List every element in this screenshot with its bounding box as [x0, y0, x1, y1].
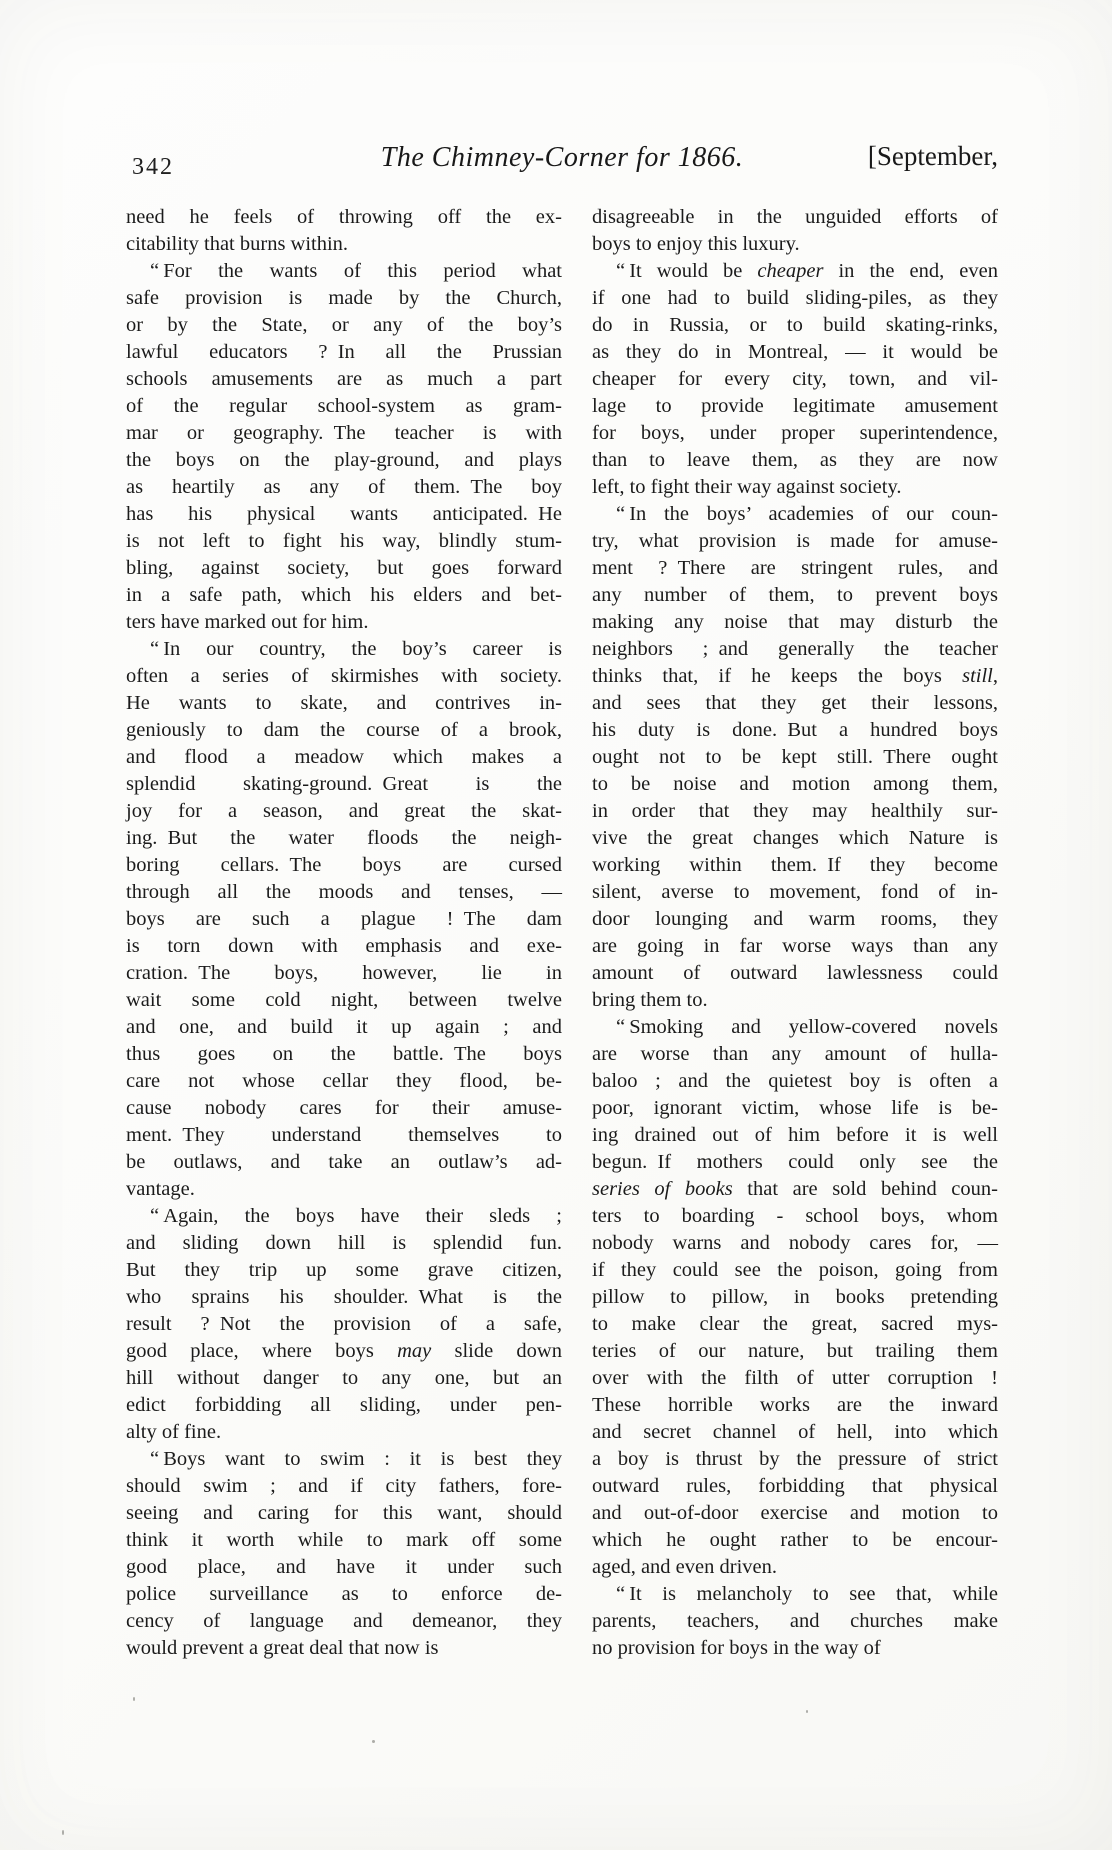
text-line: in a safe path, which his elders and bet- [126, 584, 562, 606]
issue-date: [September, [867, 141, 998, 171]
text-line: silent, averse to movement, fond of in- [592, 881, 998, 903]
text-line: thinks that, if he keeps the boys still, [592, 665, 998, 687]
paragraph [126, 1446, 562, 1662]
text-line: good place, and have it under such [126, 1556, 562, 1578]
text-line: his duty is done. But a hundred boys [592, 719, 998, 741]
text-line: for boys, under proper superintendence, [592, 422, 998, 444]
text-line: and one, and build it up again ; and [126, 1016, 562, 1038]
text-line: vive the great changes which Nature is [592, 827, 998, 849]
paragraph [592, 204, 998, 258]
text-column-right [592, 204, 998, 1662]
text-line: amount of outward lawlessness could [592, 962, 998, 984]
italic-text: may [397, 1340, 432, 1362]
text-line: alty of fine. [126, 1421, 222, 1443]
italic-text: series of books [592, 1178, 733, 1200]
paragraph [126, 204, 562, 258]
text-line: are worse than any amount of hulla- [592, 1043, 998, 1065]
paragraph [126, 1203, 562, 1446]
text-line: bling, against society, but goes forward [126, 557, 562, 579]
text-line: schools amusements are as much a part [126, 368, 562, 390]
text-line: “ In the boys’ academies of our coun- [616, 503, 998, 525]
text-line: left, to fight their way against society. [592, 476, 902, 498]
text-line: are going in far worse ways than any [592, 935, 998, 957]
text-line: “ It would be cheaper in the end, even [616, 260, 998, 282]
text-line: “ Again, the boys have their sleds ; [150, 1205, 562, 1227]
text-line: which he ought rather to be encour- [592, 1529, 998, 1551]
text-line: pillow to pillow, in books pretending [592, 1286, 998, 1308]
text-line: disagreeable in the unguided efforts of [592, 206, 998, 228]
text-line: to be noise and motion among them, [592, 773, 998, 795]
text-line: ought not to be kept still. There ought [592, 746, 998, 768]
text-line: no provision for boys in the way of [592, 1637, 881, 1659]
running-title: The Chimney-Corner for 1866. [380, 142, 744, 173]
text-line: or by the State, or any of the boy’s [126, 314, 562, 336]
text-line: parents, teachers, and churches make [592, 1610, 998, 1632]
text-line: nobody warns and nobody cares for, — [592, 1232, 998, 1254]
italic-text: cheaper [757, 260, 824, 282]
text-line: splendid skating-ground. Great is the [126, 773, 562, 795]
text-line: try, what provision is made for amuse- [592, 530, 998, 552]
text-line: “ Boys want to swim : it is best they [150, 1448, 562, 1470]
text-line: “ It is melancholy to see that, while [616, 1583, 998, 1605]
text-line: cheaper for every city, town, and vil- [592, 368, 998, 390]
text-line: baloo ; and the quietest boy is often a [592, 1070, 998, 1092]
paragraph [592, 1014, 998, 1581]
text-line: be outlaws, and take an outlaw’s ad- [126, 1151, 562, 1173]
text-line: need he feels of throwing off the ex- [126, 206, 562, 228]
paragraph [126, 636, 562, 1203]
text-line: a boy is thrust by the pressure of strict [592, 1448, 998, 1470]
text-line: lawful educators ? In all the Prussian [126, 341, 562, 363]
text-line: wait some cold night, between twelve [126, 989, 562, 1011]
text-line: through all the moods and tenses, — [126, 881, 562, 903]
text-line: “ In our country, the boy’s career is [150, 638, 562, 660]
text-line: edict forbidding all sliding, under pen- [126, 1394, 562, 1416]
text-line: cency of language and demeanor, they [126, 1610, 562, 1632]
text-line: than to leave them, as they are now [592, 449, 998, 471]
text-line: if they could see the poison, going from [592, 1259, 998, 1281]
text-line: thus goes on the battle. The boys [126, 1043, 562, 1065]
text-line: But they trip up some grave citizen, [126, 1259, 562, 1281]
text-line: “ Smoking and yellow-covered novels [616, 1016, 998, 1038]
text-line: joy for a season, and great the skat- [126, 800, 562, 822]
paragraph [592, 258, 998, 501]
text-line: vantage. [126, 1178, 195, 1200]
text-line: and flood a meadow which makes a [126, 746, 562, 768]
paragraph [126, 258, 562, 636]
text-line: over with the filth of utter corruption ! [592, 1367, 998, 1389]
text-line: is not left to fight his way, blindly stum- [126, 530, 562, 552]
text-line: as they do in Montreal, — it would be [592, 341, 998, 363]
text-line: has his physical wants anticipated. He [126, 503, 562, 525]
text-line: and out-of-door exercise and motion to [592, 1502, 998, 1524]
text-line: ment ? There are stringent rules, and [592, 557, 998, 579]
text-line: citability that burns within. [126, 233, 349, 255]
text-line: of the regular school-system as gram- [126, 395, 562, 417]
text-line: neighbors ; and generally the teacher [592, 638, 998, 660]
text-line: lage to provide legitimate amusement [592, 395, 998, 417]
text-line: result ? Not the provision of a safe, [126, 1313, 562, 1335]
text-line: poor, ignorant victim, whose life is be- [592, 1097, 998, 1119]
text-line: He wants to skate, and contrives in- [126, 692, 562, 714]
text-line: should swim ; and if city fathers, fore- [126, 1475, 562, 1497]
page-number: 342 [132, 154, 174, 180]
scan-speck [133, 1697, 135, 1701]
text-line: boys to enjoy this luxury. [592, 233, 800, 255]
scan-speck [62, 1830, 64, 1835]
text-line: “ For the wants of this period what [150, 260, 562, 282]
text-line: often a series of skirmishes with society. [126, 665, 562, 687]
page-header [126, 128, 998, 186]
text-line: and sliding down hill is splendid fun. [126, 1232, 562, 1254]
text-line: working within them. If they become [592, 854, 998, 876]
text-line: if one had to build sliding-piles, as they [592, 287, 998, 309]
text-line: ment. They understand themselves to [126, 1124, 562, 1146]
text-line: in order that they may healthily sur- [592, 800, 998, 822]
paragraph [592, 1581, 998, 1662]
text-line: and sees that they get their lessons, [592, 692, 998, 714]
text-line: ters to boarding - school boys, whom [592, 1205, 998, 1227]
text-line: These horrible works are the inward [592, 1394, 998, 1416]
text-line: ters have marked out for him. [126, 611, 369, 633]
text-line: hill without danger to any one, but an [126, 1367, 562, 1389]
text-line: any number of them, to prevent boys [592, 584, 998, 606]
text-line: is torn down with emphasis and exe- [126, 935, 562, 957]
text-column-left [126, 204, 562, 1662]
text-line: to make clear the great, sacred mys- [592, 1313, 998, 1335]
text-line: care not whose cellar they flood, be- [126, 1070, 562, 1092]
text-line: teries of our nature, but trailing them [592, 1340, 998, 1362]
text-line: ing drained out of him before it is well [592, 1124, 998, 1146]
text-line: making any noise that may disturb the [592, 611, 998, 633]
text-line: begun. If mothers could only see the [592, 1151, 998, 1173]
text-line: outward rules, forbidding that physical [592, 1475, 998, 1497]
scan-speck [372, 1740, 375, 1743]
text-line: do in Russia, or to build skating-rinks, [592, 314, 998, 336]
text-line: seeing and caring for this want, should [126, 1502, 562, 1524]
text-line: geniously to dam the course of a brook, [126, 719, 562, 741]
text-line: door lounging and warm rooms, they [592, 908, 998, 930]
text-line: who sprains his shoulder. What is the [126, 1286, 562, 1308]
italic-text: still [962, 665, 993, 687]
text-line: police surveillance as to enforce de- [126, 1583, 562, 1605]
paragraph [592, 501, 998, 1014]
text-line: cration. The boys, however, lie in [126, 962, 562, 984]
text-line: boring cellars. The boys are cursed [126, 854, 562, 876]
text-line: aged, and even driven. [592, 1556, 777, 1578]
text-line: would prevent a great deal that now is [126, 1637, 439, 1659]
text-line: bring them to. [592, 989, 708, 1011]
text-line: ing. But the water floods the neigh- [126, 827, 562, 849]
text-line: cause nobody cares for their amuse- [126, 1097, 562, 1119]
text-line: safe provision is made by the Church, [126, 287, 562, 309]
text-line: the boys on the play-ground, and plays [126, 449, 562, 471]
text-line: and secret channel of hell, into which [592, 1421, 998, 1443]
text-line: good place, where boys may slide down [126, 1340, 562, 1362]
text-line: think it worth while to mark off some [126, 1529, 562, 1551]
text-line: series of books that are sold behind coun- [592, 1178, 998, 1200]
text-line: mar or geography. The teacher is with [126, 422, 562, 444]
text-line: boys are such a plague ! The dam [126, 908, 562, 930]
scan-speck [806, 1710, 808, 1713]
text-line: as heartily as any of them. The boy [126, 476, 562, 498]
